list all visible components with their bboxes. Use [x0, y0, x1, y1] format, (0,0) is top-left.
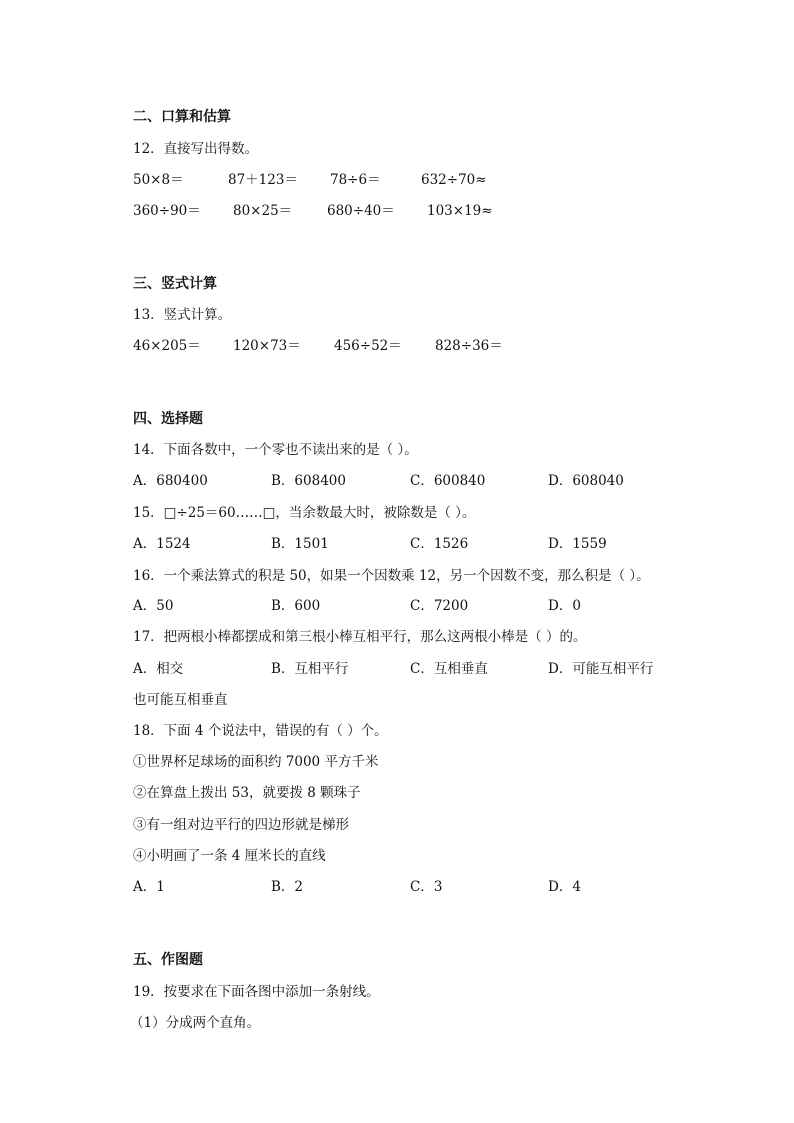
expression: 87＋123＝ [228, 172, 298, 188]
question-15-option-d: D．1559 [548, 536, 607, 552]
question-15-stem: 15．□÷25＝60……□，当余数最大时，被除数是（ ）。 [133, 505, 476, 521]
question-15-option-b: B．1501 [271, 536, 329, 552]
question-17-option-d: D．可能互相平行 [548, 661, 654, 677]
expression: 120×73＝ [233, 338, 301, 354]
question-17-option-a: A．相交 [133, 661, 184, 677]
question-17-option-b: B．互相平行 [271, 661, 349, 677]
question-16-option-d: D．0 [548, 598, 581, 614]
section-heading-vertical-calculation: 三、竖式计算 [133, 276, 217, 292]
question-14-option-d: D．608040 [548, 473, 624, 489]
question-14-option-a: A．680400 [133, 473, 208, 489]
expression: 828÷36＝ [435, 338, 503, 354]
expression: 360÷90＝ [133, 203, 201, 219]
question-13-row-1 [133, 337, 633, 355]
expression: 80×25＝ [233, 203, 293, 219]
expression: 680÷40＝ [327, 203, 395, 219]
question-16-option-b: B．600 [271, 598, 321, 614]
expression: 46×205＝ [133, 338, 201, 354]
question-19-stem: 19．按要求在下面各图中添加一条射线。 [133, 984, 380, 1000]
question-18-option-c: C．3 [410, 879, 443, 895]
question-12-row-2 [133, 202, 633, 220]
section-heading-drawing: 五、作图题 [133, 952, 203, 968]
expression: 50×8＝ [133, 172, 184, 188]
question-18-option-d: D．4 [548, 879, 581, 895]
question-18-option-b: B．2 [271, 879, 304, 895]
question-15-option-c: C．1526 [410, 536, 469, 552]
question-19-subquestion-1: （1）分成两个直角。 [130, 1015, 261, 1031]
question-14-option-b: B．608400 [271, 473, 346, 489]
question-15-option-a: A．1524 [133, 536, 191, 552]
section-heading-multiple-choice: 四、选择题 [133, 411, 203, 427]
question-14-option-c: C．600840 [410, 473, 486, 489]
question-18-statement-1: ①世界杯足球场的面积约 7000 平方千米 [133, 754, 379, 770]
expression: 78÷6＝ [330, 172, 381, 188]
question-16-option-a: A．50 [133, 598, 174, 614]
question-18-statement-4: ④小明画了一条 4 厘米长的直线 [133, 848, 326, 864]
question-18-statement-3: ③有一组对边平行的四边形就是梯形 [133, 817, 349, 833]
question-13-stem: 13．竖式计算。 [133, 307, 232, 323]
question-14-stem: 14．下面各数中，一个零也不读出来的是（ ）。 [133, 442, 418, 458]
question-17-stem: 17．把两根小棒都摆成和第三根小棒互相平行，那么这两根小棒是（ ）的。 [133, 629, 587, 645]
question-17-option-d-continued: 也可能互相垂直 [133, 692, 228, 708]
expression: 456÷52＝ [334, 338, 402, 354]
question-18-option-a: A．1 [133, 879, 165, 895]
question-12-row-1 [133, 171, 633, 189]
question-18-statement-2: ②在算盘上拨出 53，就要拨 8 颗珠子 [133, 785, 361, 801]
section-heading-oral-calculation: 二、口算和估算 [133, 109, 231, 125]
expression: 103×19≈ [427, 203, 493, 219]
question-12-stem: 12．直接写出得数。 [133, 141, 259, 157]
question-17-option-c: C．互相垂直 [410, 661, 488, 677]
expression: 632÷70≈ [421, 172, 487, 188]
question-18-stem: 18．下面 4 个说法中，错误的有（ ）个。 [133, 723, 388, 739]
question-16-stem: 16．一个乘法算式的积是 50，如果一个因数乘 12，另一个因数不变，那么积是（ ）。 [133, 568, 650, 584]
question-16-option-c: C．7200 [410, 598, 469, 614]
